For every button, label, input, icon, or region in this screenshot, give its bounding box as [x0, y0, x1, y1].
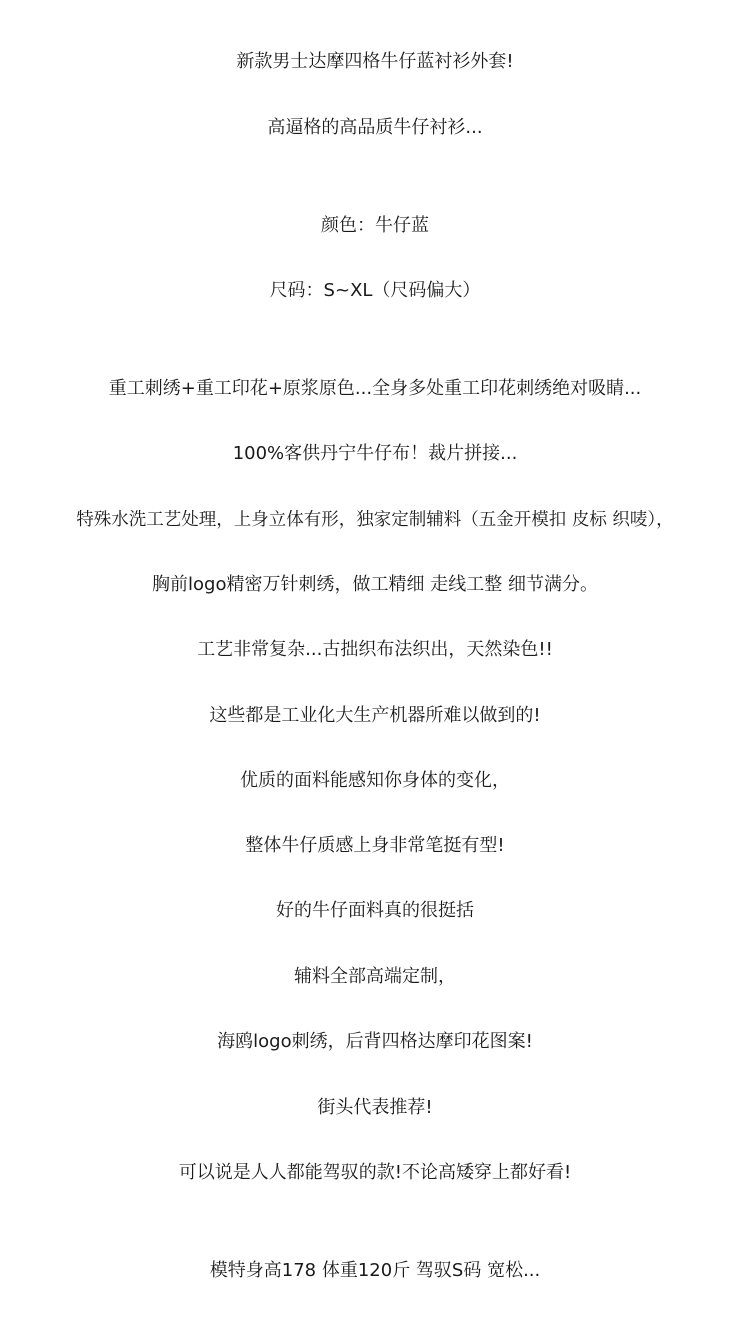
description-line: 辅料全部高端定制，: [294, 966, 456, 987]
color-spec-text: 颜色：牛仔蓝: [321, 215, 429, 236]
model-info-text: 模特身高178 体重120斤 驾驭S码 宽松...: [209, 1260, 541, 1281]
description-line: 工艺非常复杂...古拙织布法织出，天然染色!!: [197, 639, 553, 660]
description-line: 特殊水洗工艺处理，上身立体有形，独家定制辅料（五金开模扣 皮标 织唛），: [76, 510, 674, 530]
description-line: 100%客供丹宁牛仔布！裁片拼接...: [232, 443, 518, 464]
description-line: 好的牛仔面料真的很挺括: [276, 900, 474, 921]
headline-text: 新款男士达摩四格牛仔蓝衬衫外套!: [236, 51, 514, 72]
description-line: 街头代表推荐!: [317, 1097, 433, 1118]
description-line: 胸前logo精密万针刺绣，做工精细 走线工整 细节满分。: [152, 574, 598, 595]
description-line: 可以说是人人都能驾驭的款!不论高矮穿上都好看!: [178, 1162, 572, 1183]
description-line: 海鸥logo刺绣，后背四格达摩印花图案!: [217, 1031, 533, 1052]
description-line: 整体牛仔质感上身非常笔挺有型!: [245, 835, 505, 856]
description-line: 优质的面料能感知你身体的变化，: [240, 770, 510, 791]
description-line: 这些都是工业化大生产机器所难以做到的!: [209, 705, 541, 726]
description-line: 重工刺绣+重工印花+原浆原色...全身多处重工印花刺绣绝对吸睛...: [108, 378, 642, 399]
size-spec-text: 尺码：S~XL（尺码偏大）: [269, 280, 481, 301]
subheadline-text: 高逼格的高品质牛仔衬衫...: [267, 117, 483, 138]
